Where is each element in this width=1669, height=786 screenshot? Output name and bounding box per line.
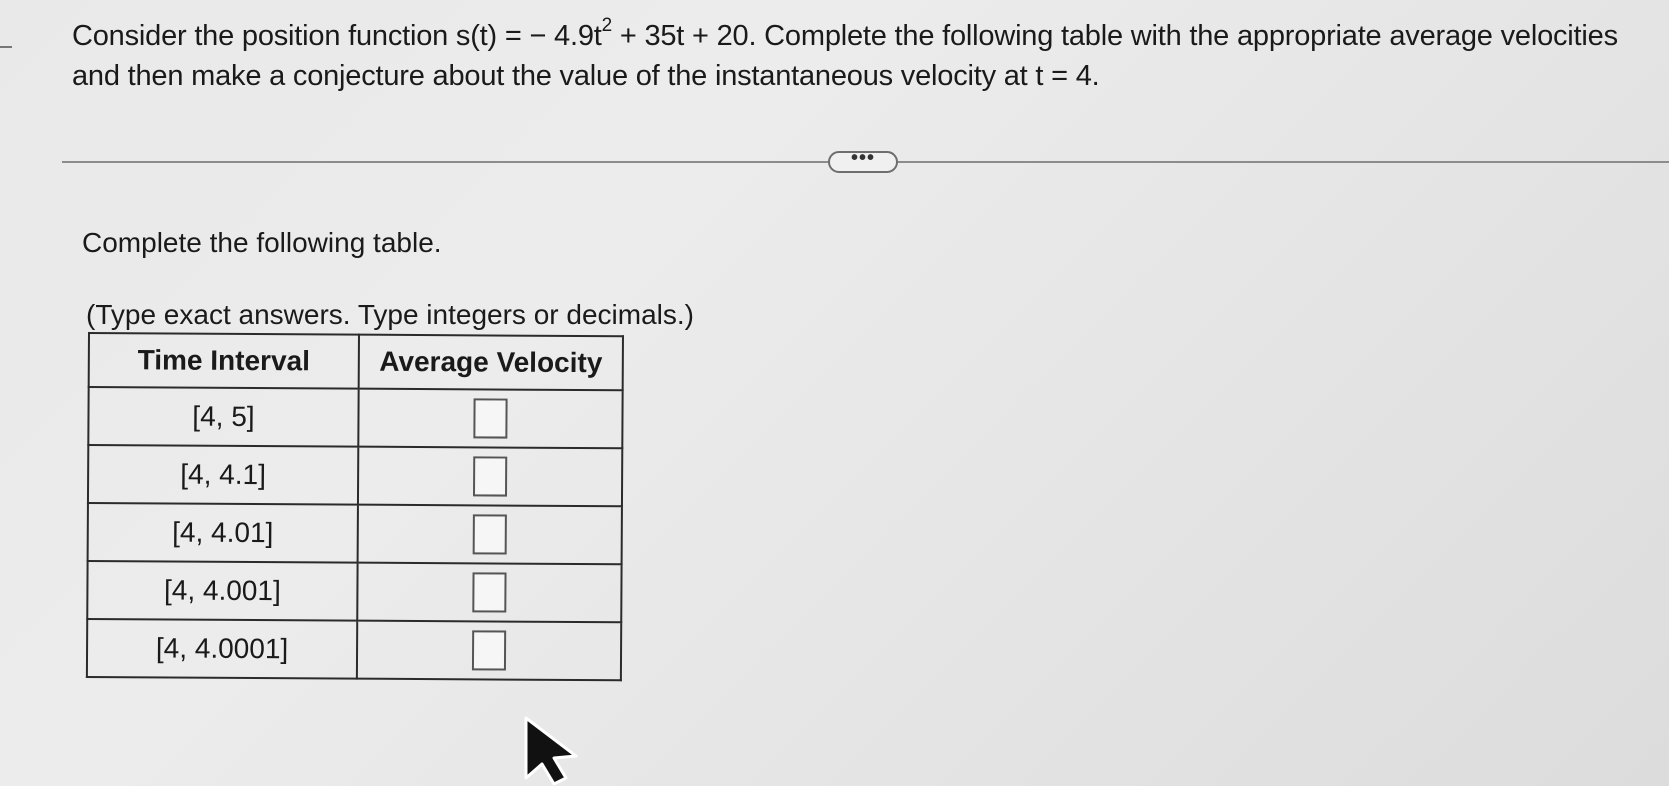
question-text-part1: Consider the position function s(t) = − 4.9t xyxy=(72,20,602,52)
left-edge-mark xyxy=(0,46,12,48)
answer-cell xyxy=(357,621,621,681)
instruction-text: Complete the following table. xyxy=(82,227,442,258)
question-exponent: 2 xyxy=(601,15,612,37)
table-row xyxy=(88,445,622,506)
table-row xyxy=(88,503,622,564)
question-text-part2: + 35t + 20. Complete the following table with the appropriate average velocities and then make a conjecture about the value of the instantaneous velocity at t = 4. xyxy=(72,20,1618,92)
table-row xyxy=(87,619,621,680)
interval-cell: [4, 4.0001] xyxy=(87,619,357,679)
answer-cell xyxy=(358,505,622,565)
interval-cell: [4, 4.01] xyxy=(88,503,358,563)
more-options-button[interactable]: ••• xyxy=(828,151,898,173)
answer-cell xyxy=(358,447,622,507)
interval-cell: [4, 5] xyxy=(88,387,358,447)
answer-cell xyxy=(358,389,622,449)
table-row xyxy=(87,561,621,622)
answer-input-box[interactable] xyxy=(473,398,507,438)
question-text xyxy=(72,16,1652,96)
header-time-interval: Time Interval xyxy=(89,333,359,389)
mouse-pointer-icon xyxy=(524,716,588,786)
interval-cell: [4, 4.001] xyxy=(87,561,357,621)
answer-input-box[interactable] xyxy=(472,572,506,612)
answer-input-box[interactable] xyxy=(473,514,507,554)
answer-format-instruction: (Type exact answers. Type integers or decimals.) xyxy=(86,299,694,330)
answer-cell xyxy=(357,563,621,623)
average-velocity-table xyxy=(86,332,624,681)
answer-input-box[interactable] xyxy=(472,630,506,670)
answer-input-box[interactable] xyxy=(473,456,507,496)
table-header-row xyxy=(89,333,623,390)
header-average-velocity: Average Velocity xyxy=(359,335,623,391)
interval-cell: [4, 4.1] xyxy=(88,445,358,505)
table-row xyxy=(88,387,622,448)
